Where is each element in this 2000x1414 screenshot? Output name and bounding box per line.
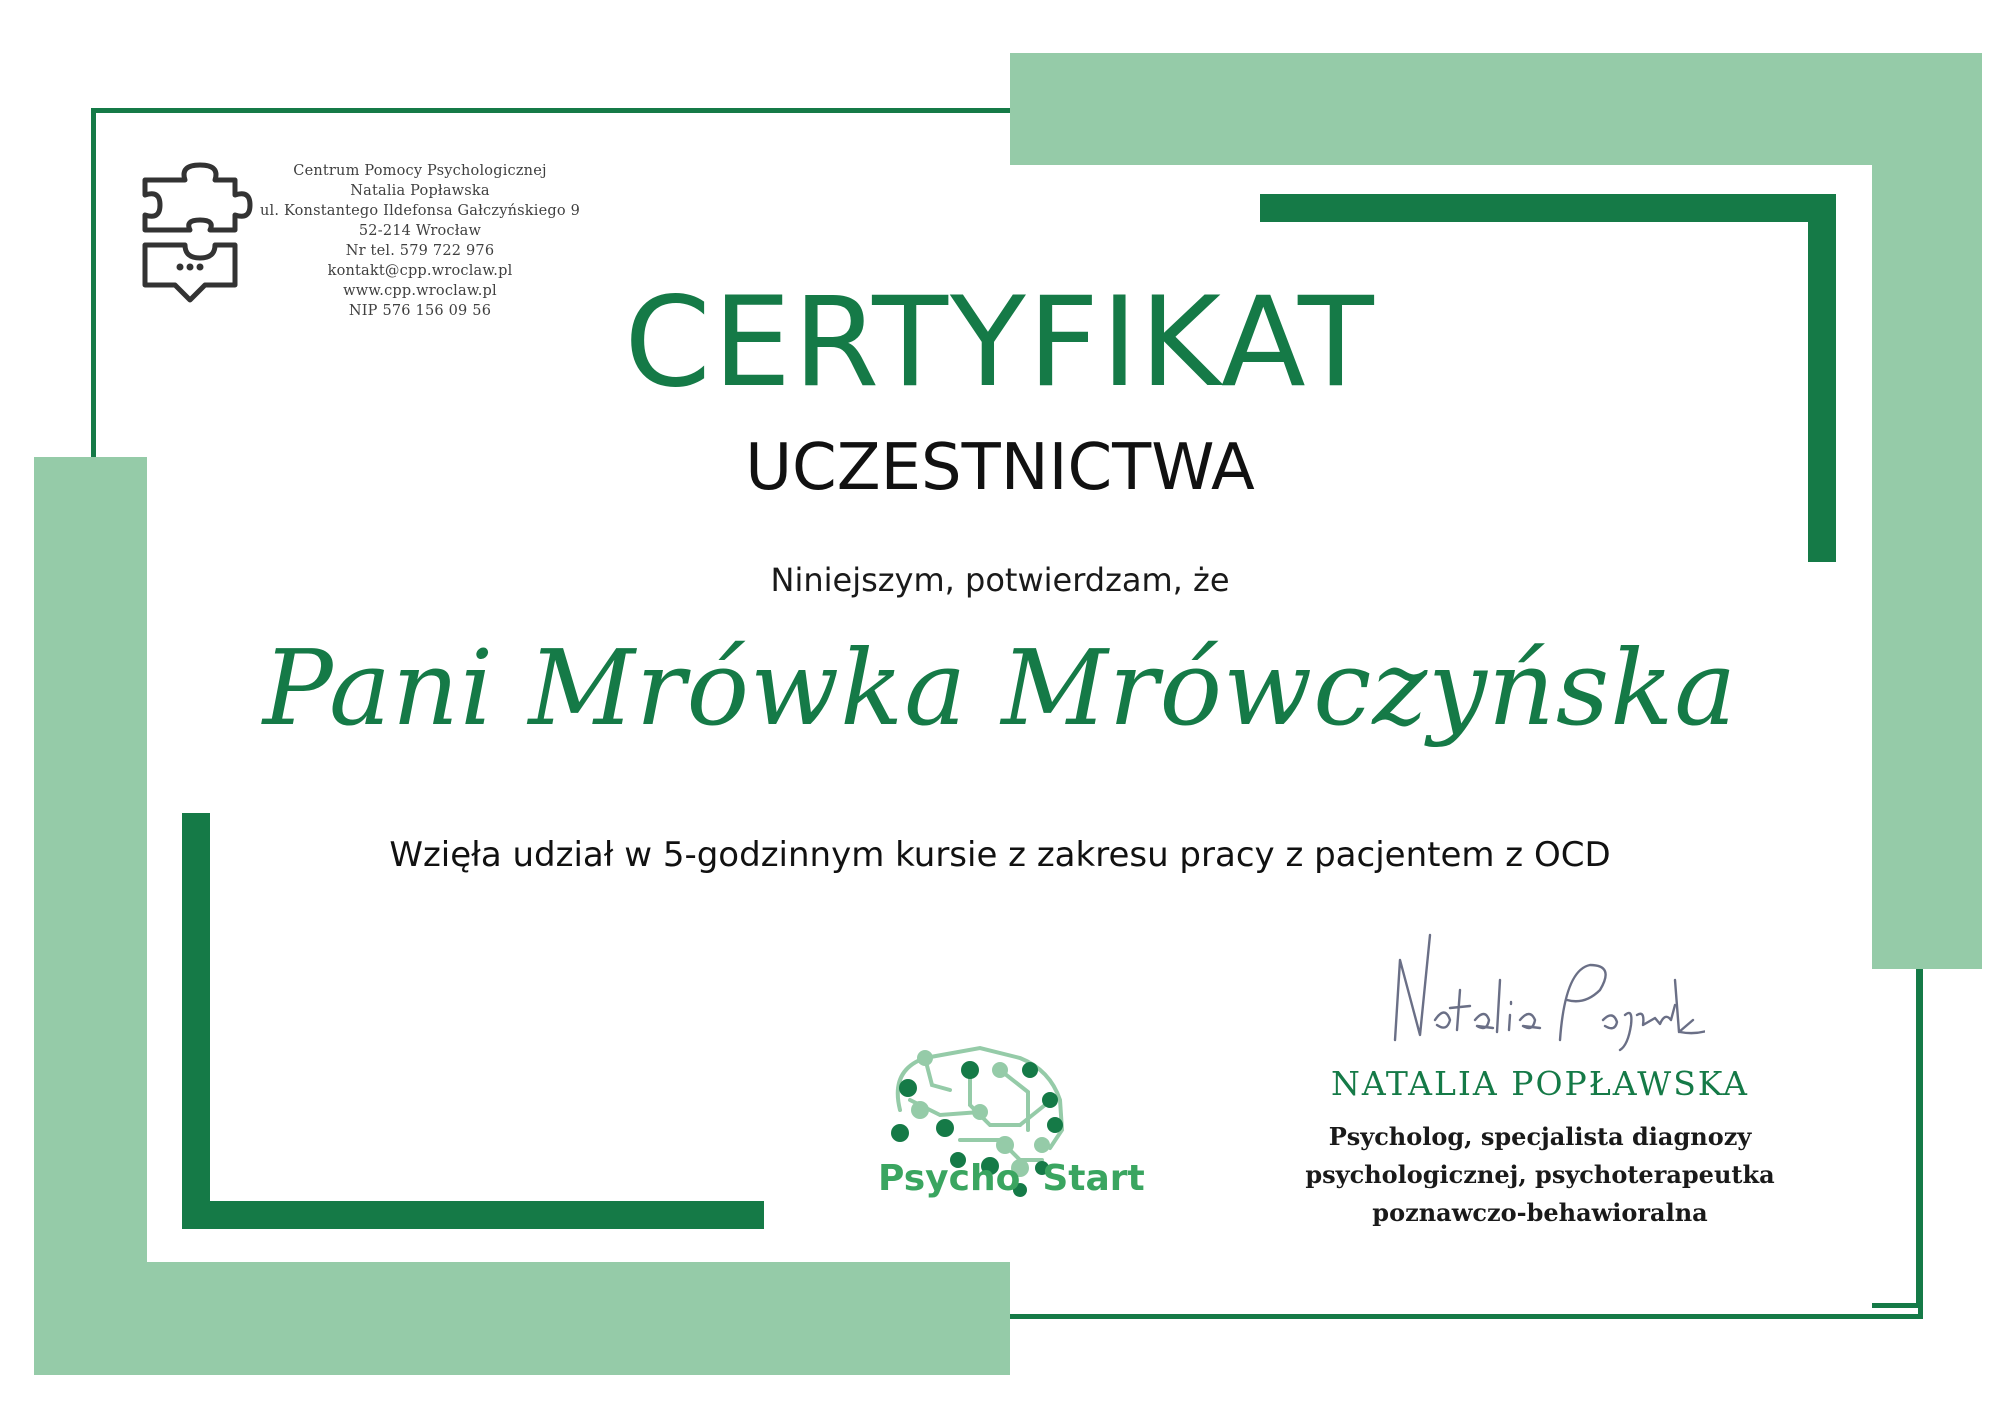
psychostart-logo-text [878, 1158, 1168, 1199]
stamp-line: ul. Konstantego Ildefonsa Gałczyńskiego 9 [259, 203, 581, 219]
recipient-name: Pani Mrówka Mrówczyńska [262, 627, 1738, 749]
outer-border-bottom [1010, 1314, 1923, 1319]
stamp-line: NIP 576 156 09 56 [348, 303, 492, 319]
stamp-line: www.cpp.wroclaw.pl [343, 283, 497, 299]
outer-border-right [1918, 969, 1923, 1319]
signer-role [1240, 1118, 1840, 1232]
outer-border-top [91, 108, 1010, 113]
stamp-line: Centrum Pomocy Psychologicznej [293, 163, 547, 179]
stamp-line: Nr tel. 579 722 976 [345, 243, 495, 259]
certificate-title: CERTYFIKAT [624, 271, 1376, 415]
stamp-line: kontakt@cpp.wroclaw.pl [327, 263, 513, 279]
logo-word-psycho: Psycho [878, 1158, 1021, 1199]
bracket-bottom-left-horizontal [182, 1201, 764, 1229]
signer-role-line: Psycholog, specjalista diagnozy [1328, 1122, 1752, 1151]
stamp-line: Natalia Popławska [350, 183, 490, 199]
logo-word-start: Start [1042, 1158, 1145, 1199]
certificate-subtitle: UCZESTNICTWA [745, 431, 1255, 505]
signer-name: NATALIA POPŁAWSKA [1331, 1064, 1749, 1103]
signature-text: Natalia Popławska [1375, 920, 1384, 921]
signer-role-line: psychologicznej, psychoterapeutka [1305, 1160, 1775, 1189]
handwritten-signature [1375, 920, 1705, 1060]
certificate-body: Wzięła udział w 5-godzinnym kursie z zakresu pracy z pacjentem z OCD [389, 835, 1611, 875]
stamp-line: 52-214 Wrocław [358, 223, 482, 239]
bracket-top-right-horizontal [1260, 194, 1836, 222]
signer-role-line: poznawczo-behawioralna [1372, 1198, 1708, 1227]
certificate-intro: Niniejszym, potwierdzam, że [770, 561, 1230, 599]
